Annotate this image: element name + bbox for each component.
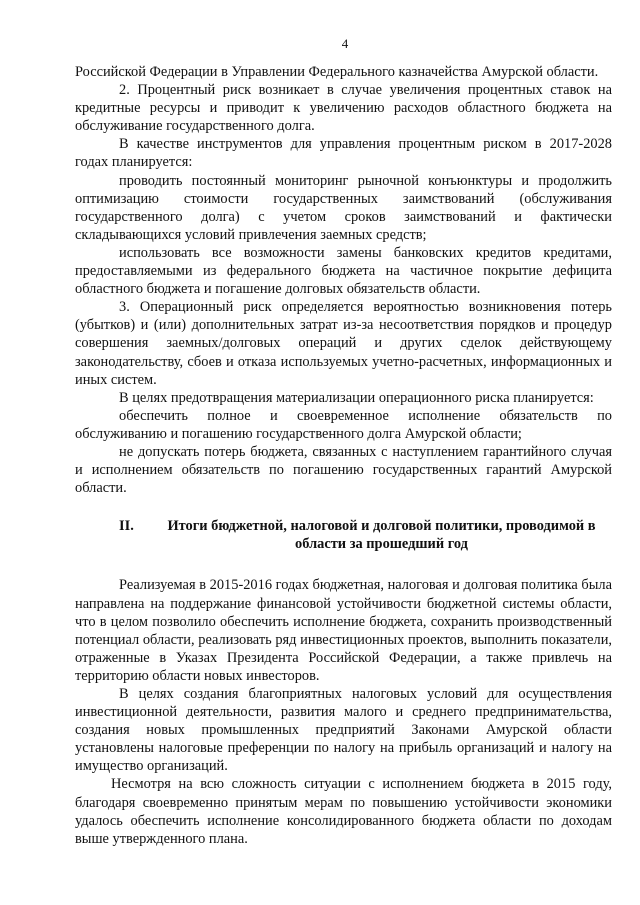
page-number: 4 (341, 36, 349, 51)
section-title: Итоги бюджетной, налоговой и долговой политики, проводимой в области за прошедший год (167, 518, 596, 553)
paragraph-operational-risk: 3. Операционный риск определяется вероятностью возникновения потерь (убытков) и (или) дополнительных затрат из-за несоответствия порядков и процедур совершения заемных/долговых операций и других сделок действующему законодательству, сбоев и отказа используемых учетно-расчетных, информационных и иных систем. (75, 299, 612, 388)
paragraph-monitoring: проводить постоянный мониторинг рыночной конъюнктуры и продолжить оптимизацию стоимости государственных заимствований (обслуживания государственного долга) с учетом сроков заимствований и фактически складывающихся условий привлечения заемных средств; (75, 172, 612, 243)
paragraph-interest-risk-tools: В качестве инструментов для управления процентным риском в 2017-2028 годах планируется: (75, 136, 612, 171)
paragraph-operational-risk-prevention: В целях предотвращения материализации операционного риска планируется: (119, 389, 594, 406)
paragraph-continuation: Российской Федерации в Управлении Федерального казначейства Амурской области. (75, 64, 599, 80)
paragraph-tax-conditions: В целях создания благоприятных налоговых условий для осуществления инвестиционной деятельности, развития малого и среднего предпринимательства, создания новых промышленных предприятий Законами Амурской области установлены налоговые преференции по налогу на прибыль организаций и налогу на имущество организаций. (75, 686, 612, 775)
paragraph-credit-replacement: использовать все возможности замены банковских кредитов кредитами, предоставляемыми из федерального бюджета на частичное покрытие дефицита областного бюджета и погашение долговых обязательств области. (75, 244, 612, 298)
document-body (75, 63, 612, 848)
paragraph-policy-results: Реализуемая в 2015-2016 годах бюджетная, налоговая и долговая политика была направлена на поддержание финансовой устойчивости бюджетной системы области, что в целом позволило обеспечить исполнение бюджета, сохранить производственный потенциал области, реализовать ряд инвестиционных проектов, выполнить показатели, отраженные в Указах Президента Российской Федерации, а также привлечь на территорию области новых инвесторов. (75, 577, 612, 684)
section-number: II. (119, 518, 134, 535)
paragraph-obligations: обеспечить полное и своевременное исполнение обязательств по обслуживанию и погашению государственного долга Амурской области; (75, 407, 612, 442)
paragraph-interest-risk: 2. Процентный риск возникает в случае увеличения процентных ставок на кредитные ресурсы и приводит к увеличению расходов областного бюджета на обслуживание государственного долга. (75, 82, 612, 135)
section-heading (75, 517, 612, 553)
paragraph-guarantees: не допускать потерь бюджета, связанных с наступлением гарантийного случая и исполнением обязательств по погашению государственных гарантий Амурской области. (75, 443, 612, 497)
paragraph-budget-execution: Несмотря на всю сложность ситуации с исполнением бюджета в 2015 году, благодаря своевременно принятым мерам по повышению устойчивости экономики удалось обеспечить исполнение консолидированного бюджета области по доходам выше утвержденного плана. (75, 776, 612, 847)
